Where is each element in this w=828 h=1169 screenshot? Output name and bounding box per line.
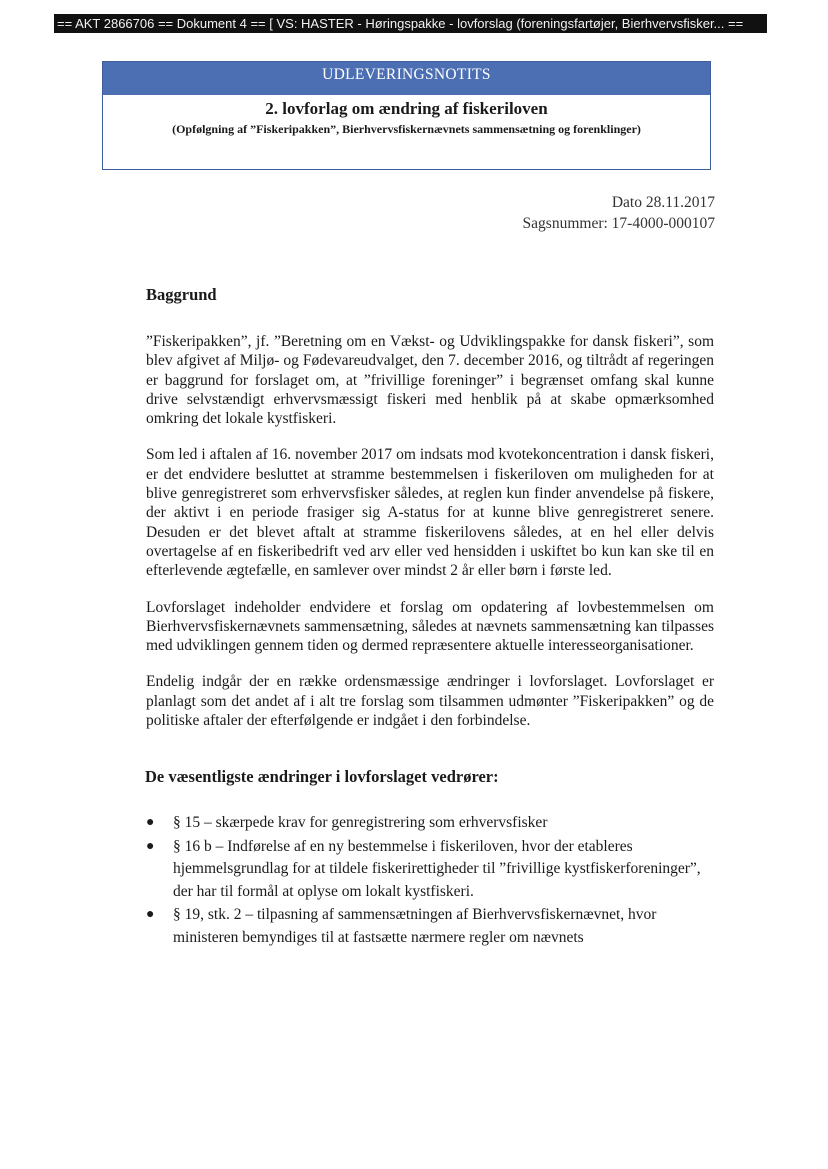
paragraph: Lovforslaget indeholder endvidere et forslag om opdatering af lovbestemmelsen om Bierhvervsfiskernævnets sammensætning, således at nævnets sammensætning kan tilpasses med udviklingen gennem tiden og dermed repræsentere aktuelle interesseorganisationer. bbox=[146, 598, 714, 655]
document-body bbox=[146, 285, 714, 950]
bullet-icon: ● bbox=[146, 815, 155, 831]
paragraph: Som led i aftalen af 16. november 2017 om indsats mod kvotekoncentration i dansk fiskeri, er det endvidere besluttet at stramme bestemmelsen i fiskeriloven om muligheden for at blive genregistreret som erhvervsfisker således, at reglen kun finder anvendelse på fiskere, der aktivt i en periode frasiger sig A-status for at kunne blive genregistreret senere. Desuden er det blevet aftalt at stramme fiskerilovens således, at en hel eller delvis overtagelse af en fiskeribedrift ved arv eller ved hensidden i uskiftet bo kun kan ske til en efterlevende ægtefælle, en samlever over mindst 2 år eller børn i første led. bbox=[146, 446, 714, 580]
list-item-text: § 19, stk. 2 – tilpasning af sammensætningen af Bierhvervsfiskernævnet, hvor ministeren bemyndiges til at fastsætte nærmere regler om nævnets bbox=[173, 906, 657, 946]
note-box bbox=[102, 61, 711, 170]
list-item-text: § 15 – skærpede krav for genregistrering som erhvervsfisker bbox=[173, 814, 548, 832]
list-item bbox=[146, 836, 713, 904]
changes-heading: De væsentligste ændringer i lovforslaget vedrører: bbox=[145, 767, 499, 787]
document-header-bar: == AKT 2866706 == Dokument 4 == [ VS: HASTER - Høringspakke - lovforslag (foreningsfartøjer, Bierhvervsfisker... == bbox=[54, 14, 767, 33]
note-title: 2. lovforlag om ændring af fiskeriloven bbox=[265, 99, 548, 118]
case-number: Sagsnummer: 17-4000-000107 bbox=[522, 215, 715, 232]
list-item bbox=[146, 812, 713, 835]
section-heading: Baggrund bbox=[146, 285, 217, 304]
paragraph: Endelig indgår der en række ordensmæssige ændringer i lovforslaget. Lovforslaget er planlagt som det andet af i alt tre forslag som tilsammen udmønter ”Fiskeripakken” og de politiske aftaler der efterfølgende er indgået i den forbindelse. bbox=[146, 673, 714, 730]
list-item-text: § 16 b – Indførelse af en ny bestemmelse i fiskeriloven, hvor der etableres hjemmelsgrundlag for at tildele fiskerirettigheder til ”frivillige kystfiskerforeninger”, der har til formål at oplyse om lokalt kystfiskeri. bbox=[173, 837, 701, 900]
list-item bbox=[146, 904, 713, 949]
document-date: Dato 28.11.2017 bbox=[611, 194, 715, 211]
bullet-icon: ● bbox=[146, 838, 155, 854]
document-meta bbox=[523, 192, 715, 234]
paragraph: ”Fiskeripakken”, jf. ”Beretning om en Vækst- og Udviklingspakke for dansk fiskeri”, som blev afgivet af Miljø- og Fødevareudvalget, den 7. december 2016, og tiltrådt af regeringen er baggrund for forslaget om, at ”frivillige foreninger” i begrænset omfang skal kunne drive selvstændigt erhvervsmæssigt fiskeri med henblik på at skabe opmærksomhed omkring det lokale kystfiskeri. bbox=[146, 333, 714, 428]
note-subtitle: (Opfølgning af ”Fiskeripakken”, Bierhvervsfiskernævnets sammensætning og forenklinger) bbox=[172, 122, 641, 136]
changes-list bbox=[146, 812, 713, 949]
bullet-icon: ● bbox=[146, 907, 155, 923]
note-heading: UDLEVERINGSNOTITS bbox=[103, 62, 710, 95]
